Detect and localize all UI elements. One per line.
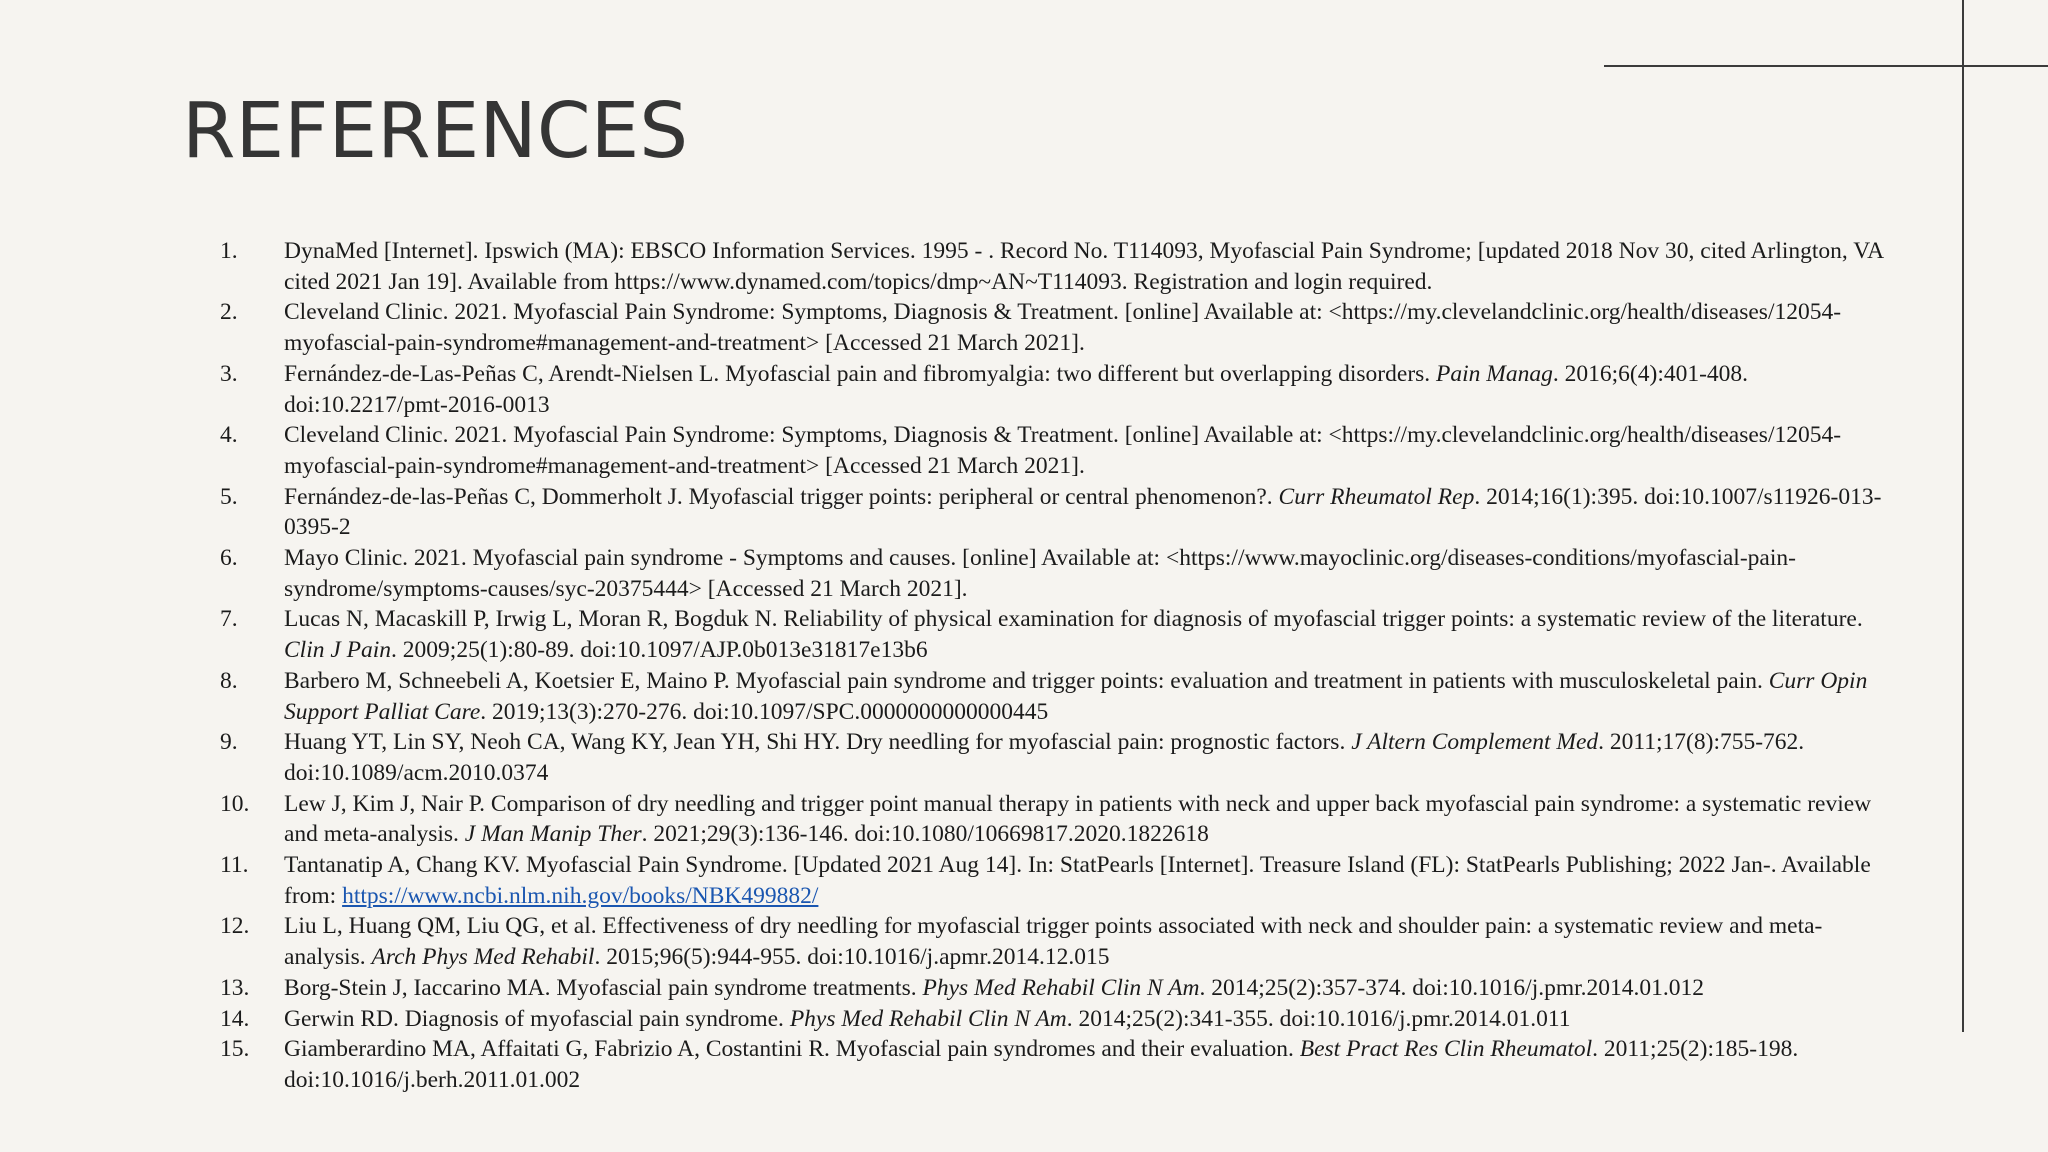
- reference-item: [220, 727, 1884, 788]
- reference-segment: Huang YT, Lin SY, Neoh CA, Wang KY, Jean YH, Shi HY. Dry needling for myofascial pain: prognostic factors.: [284, 729, 1352, 756]
- reference-segment: . 2014;25(2):357-374. doi:10.1016/j.pmr.2014.01.012: [1199, 974, 1705, 1001]
- reference-text: [284, 238, 1883, 295]
- reference-number: 1.: [220, 238, 238, 264]
- reference-text: [284, 361, 1748, 418]
- reference-segment: . 2011;17(8):755-762. doi:10.1089/acm.2010.0374: [284, 729, 1805, 786]
- reference-segment: Mayo Clinic. 2021. Myofascial pain syndrome - Symptoms and causes. [online] Available at: <https://www.mayoclinic.org/diseases-conditions/myofascial-pain-syndrome/symptoms-causes/syc-20375444> [Accessed 21 March 2021].: [284, 545, 1796, 602]
- reference-number: 3.: [220, 360, 238, 387]
- journal-name: J Man Manip Ther: [464, 821, 642, 848]
- reference-number: 8.: [220, 667, 238, 694]
- reference-item: [220, 359, 1884, 420]
- reference-item: [220, 420, 1884, 481]
- journal-name: Clin J Pain: [284, 637, 392, 664]
- reference-item: [220, 543, 1884, 604]
- reference-number: 7.: [220, 606, 238, 633]
- reference-number: 12.: [220, 913, 250, 940]
- reference-text: [284, 791, 1871, 848]
- reference-segment: . 2019;13(3):270-276. doi:10.1097/SPC.0000000000000445: [480, 698, 1049, 725]
- reference-item: [220, 1034, 1884, 1095]
- reference-segment: . 2021;29(3):136-146. doi:10.1080/10669817.2020.1822618: [641, 821, 1209, 848]
- reference-item: [220, 850, 1884, 911]
- reference-text: [284, 729, 1804, 786]
- reference-segment: Tantanatip A, Chang KV. Myofascial Pain Syndrome. [Updated 2021 Aug 14]. In: StatPearls [Internet]. Treasure Island (FL): StatPearls Publishing; 2022 Jan-. Available from:: [284, 852, 1871, 909]
- journal-name: Best Pract Res Clin Rheumatol: [1299, 1036, 1593, 1063]
- reference-item: [220, 666, 1884, 727]
- journal-name: Curr Rheumatol Rep: [1278, 483, 1475, 510]
- reference-number: 6.: [220, 545, 238, 572]
- journal-name: Phys Med Rehabil Clin N Am: [789, 1005, 1067, 1032]
- reference-number: 15.: [220, 1036, 250, 1063]
- reference-item: [220, 973, 1884, 1004]
- reference-number: 9.: [220, 729, 238, 756]
- reference-number: 4.: [220, 422, 238, 449]
- journal-name: Phys Med Rehabil Clin N Am: [922, 974, 1200, 1001]
- reference-text: [284, 852, 1871, 909]
- reference-text: [284, 545, 1796, 602]
- reference-text: [284, 422, 1841, 479]
- journal-name: Curr Opin Support Palliat Care: [284, 667, 1868, 725]
- reference-number: 11.: [220, 852, 249, 879]
- reference-segment: Giamberardino MA, Affaitati G, Fabrizio A, Costantini R. Myofascial pain syndromes and their evaluation.: [284, 1036, 1300, 1063]
- reference-segment: . 2016;6(4):401-408. doi:10.2217/pmt-2016-0013: [284, 360, 1749, 418]
- decorative-vertical-line: [1962, 0, 1964, 1032]
- reference-segment: Fernández-de-las-Peñas C, Dommerholt J. Myofascial trigger points: peripheral or central phenomenon?.: [284, 483, 1279, 510]
- reference-text: [284, 606, 1863, 663]
- reference-segment: Borg-Stein J, Iaccarino MA. Myofascial pain syndrome treatments.: [284, 974, 923, 1001]
- reference-number: 10.: [220, 790, 250, 817]
- reference-segment: . 2014;16(1):395. doi:10.1007/s11926-013-0395-2: [284, 483, 1882, 541]
- reference-segment: Cleveland Clinic. 2021. Myofascial Pain Syndrome: Symptoms, Diagnosis & Treatment. [online] Available at: <https://my.clevelandclinic.org/health/diseases/12054-myofascial-pain-syndrome#management-and-treatment> [Accessed 21 March 2021].: [284, 299, 1842, 357]
- reference-item: [220, 911, 1884, 972]
- reference-text: [284, 1006, 1571, 1032]
- reference-link[interactable]: https://www.ncbi.nlm.nih.gov/books/NBK499882/: [342, 882, 819, 909]
- reference-segment: Lucas N, Macaskill P, Irwig L, Moran R, Bogduk N. Reliability of physical examination for diagnosis of myofascial trigger points: a systematic review of the literature.: [284, 606, 1863, 633]
- reference-text: [284, 299, 1841, 356]
- reference-segment: . 2011;25(2):185-198. doi:10.1016/j.berh.2011.01.002: [284, 1036, 1799, 1093]
- reference-segment: Liu L, Huang QM, Liu QG, et al. Effectiveness of dry needling for myofascial trigger points associated with neck and shoulder pain: a systematic review and meta-analysis.: [284, 913, 1823, 971]
- reference-text: [284, 913, 1822, 970]
- reference-text: [284, 484, 1881, 541]
- reference-text: [284, 975, 1704, 1001]
- journal-name: Arch Phys Med Rehabil: [371, 944, 595, 971]
- reference-number: 5.: [220, 483, 238, 510]
- reference-item: [220, 789, 1884, 850]
- reference-text: [284, 1036, 1798, 1093]
- reference-list: [220, 236, 1884, 1096]
- reference-number: 2.: [220, 299, 238, 326]
- reference-number: 13.: [220, 974, 250, 1001]
- reference-item: [220, 236, 1884, 297]
- reference-text: [284, 668, 1867, 725]
- reference-segment: . 2009;25(1):80-89. doi:10.1097/AJP.0b013e31817e13b6: [391, 637, 928, 664]
- reference-segment: . 2014;25(2):341-355. doi:10.1016/j.pmr.2014.01.011: [1066, 1005, 1571, 1032]
- reference-segment: Cleveland Clinic. 2021. Myofascial Pain Syndrome: Symptoms, Diagnosis & Treatment. [online] Available at: <https://my.clevelandclinic.org/health/diseases/12054-myofascial-pain-syndrome#management-and-treatment> [Accessed 21 March 2021].: [284, 422, 1842, 479]
- reference-segment: Gerwin RD. Diagnosis of myofascial pain syndrome.: [284, 1005, 790, 1032]
- reference-item: [220, 482, 1884, 543]
- reference-segment: . 2015;96(5):944-955. doi:10.1016/j.apmr.2014.12.015: [594, 944, 1110, 971]
- reference-segment: DynaMed [Internet]. Ipswich (MA): EBSCO Information Services. 1995 - . Record No. T114093, Myofascial Pain Syndrome; [updated 2018 Nov 30, cited Arlington, VA cited 2021 Jan 19]. Available from https://www.dynamed.com/topics/dmp~AN~T114093. Registration and login required.: [284, 238, 1883, 295]
- decorative-horizontal-line: [1604, 65, 2048, 67]
- reference-segment: Lew J, Kim J, Nair P. Comparison of dry needling and trigger point manual therapy in patients with neck and upper back myofascial pain syndrome: a systematic review and meta-analysis.: [284, 790, 1872, 848]
- reference-item: [220, 297, 1884, 358]
- journal-name: J Altern Complement Med: [1351, 729, 1599, 756]
- reference-item: [220, 604, 1884, 665]
- reference-segment: Barbero M, Schneebeli A, Koetsier E, Maino P. Myofascial pain syndrome and trigger points: evaluation and treatment in patients with musculoskeletal pain.: [284, 667, 1769, 694]
- slide-title: REFERENCES: [182, 87, 689, 176]
- reference-number: 14.: [220, 1005, 250, 1032]
- journal-name: Pain Manag: [1436, 360, 1553, 387]
- reference-segment: Fernández-de-Las-Peñas C, Arendt-Nielsen L. Myofascial pain and fibromyalgia: two different but overlapping disorders.: [284, 360, 1437, 387]
- reference-item: [220, 1004, 1884, 1035]
